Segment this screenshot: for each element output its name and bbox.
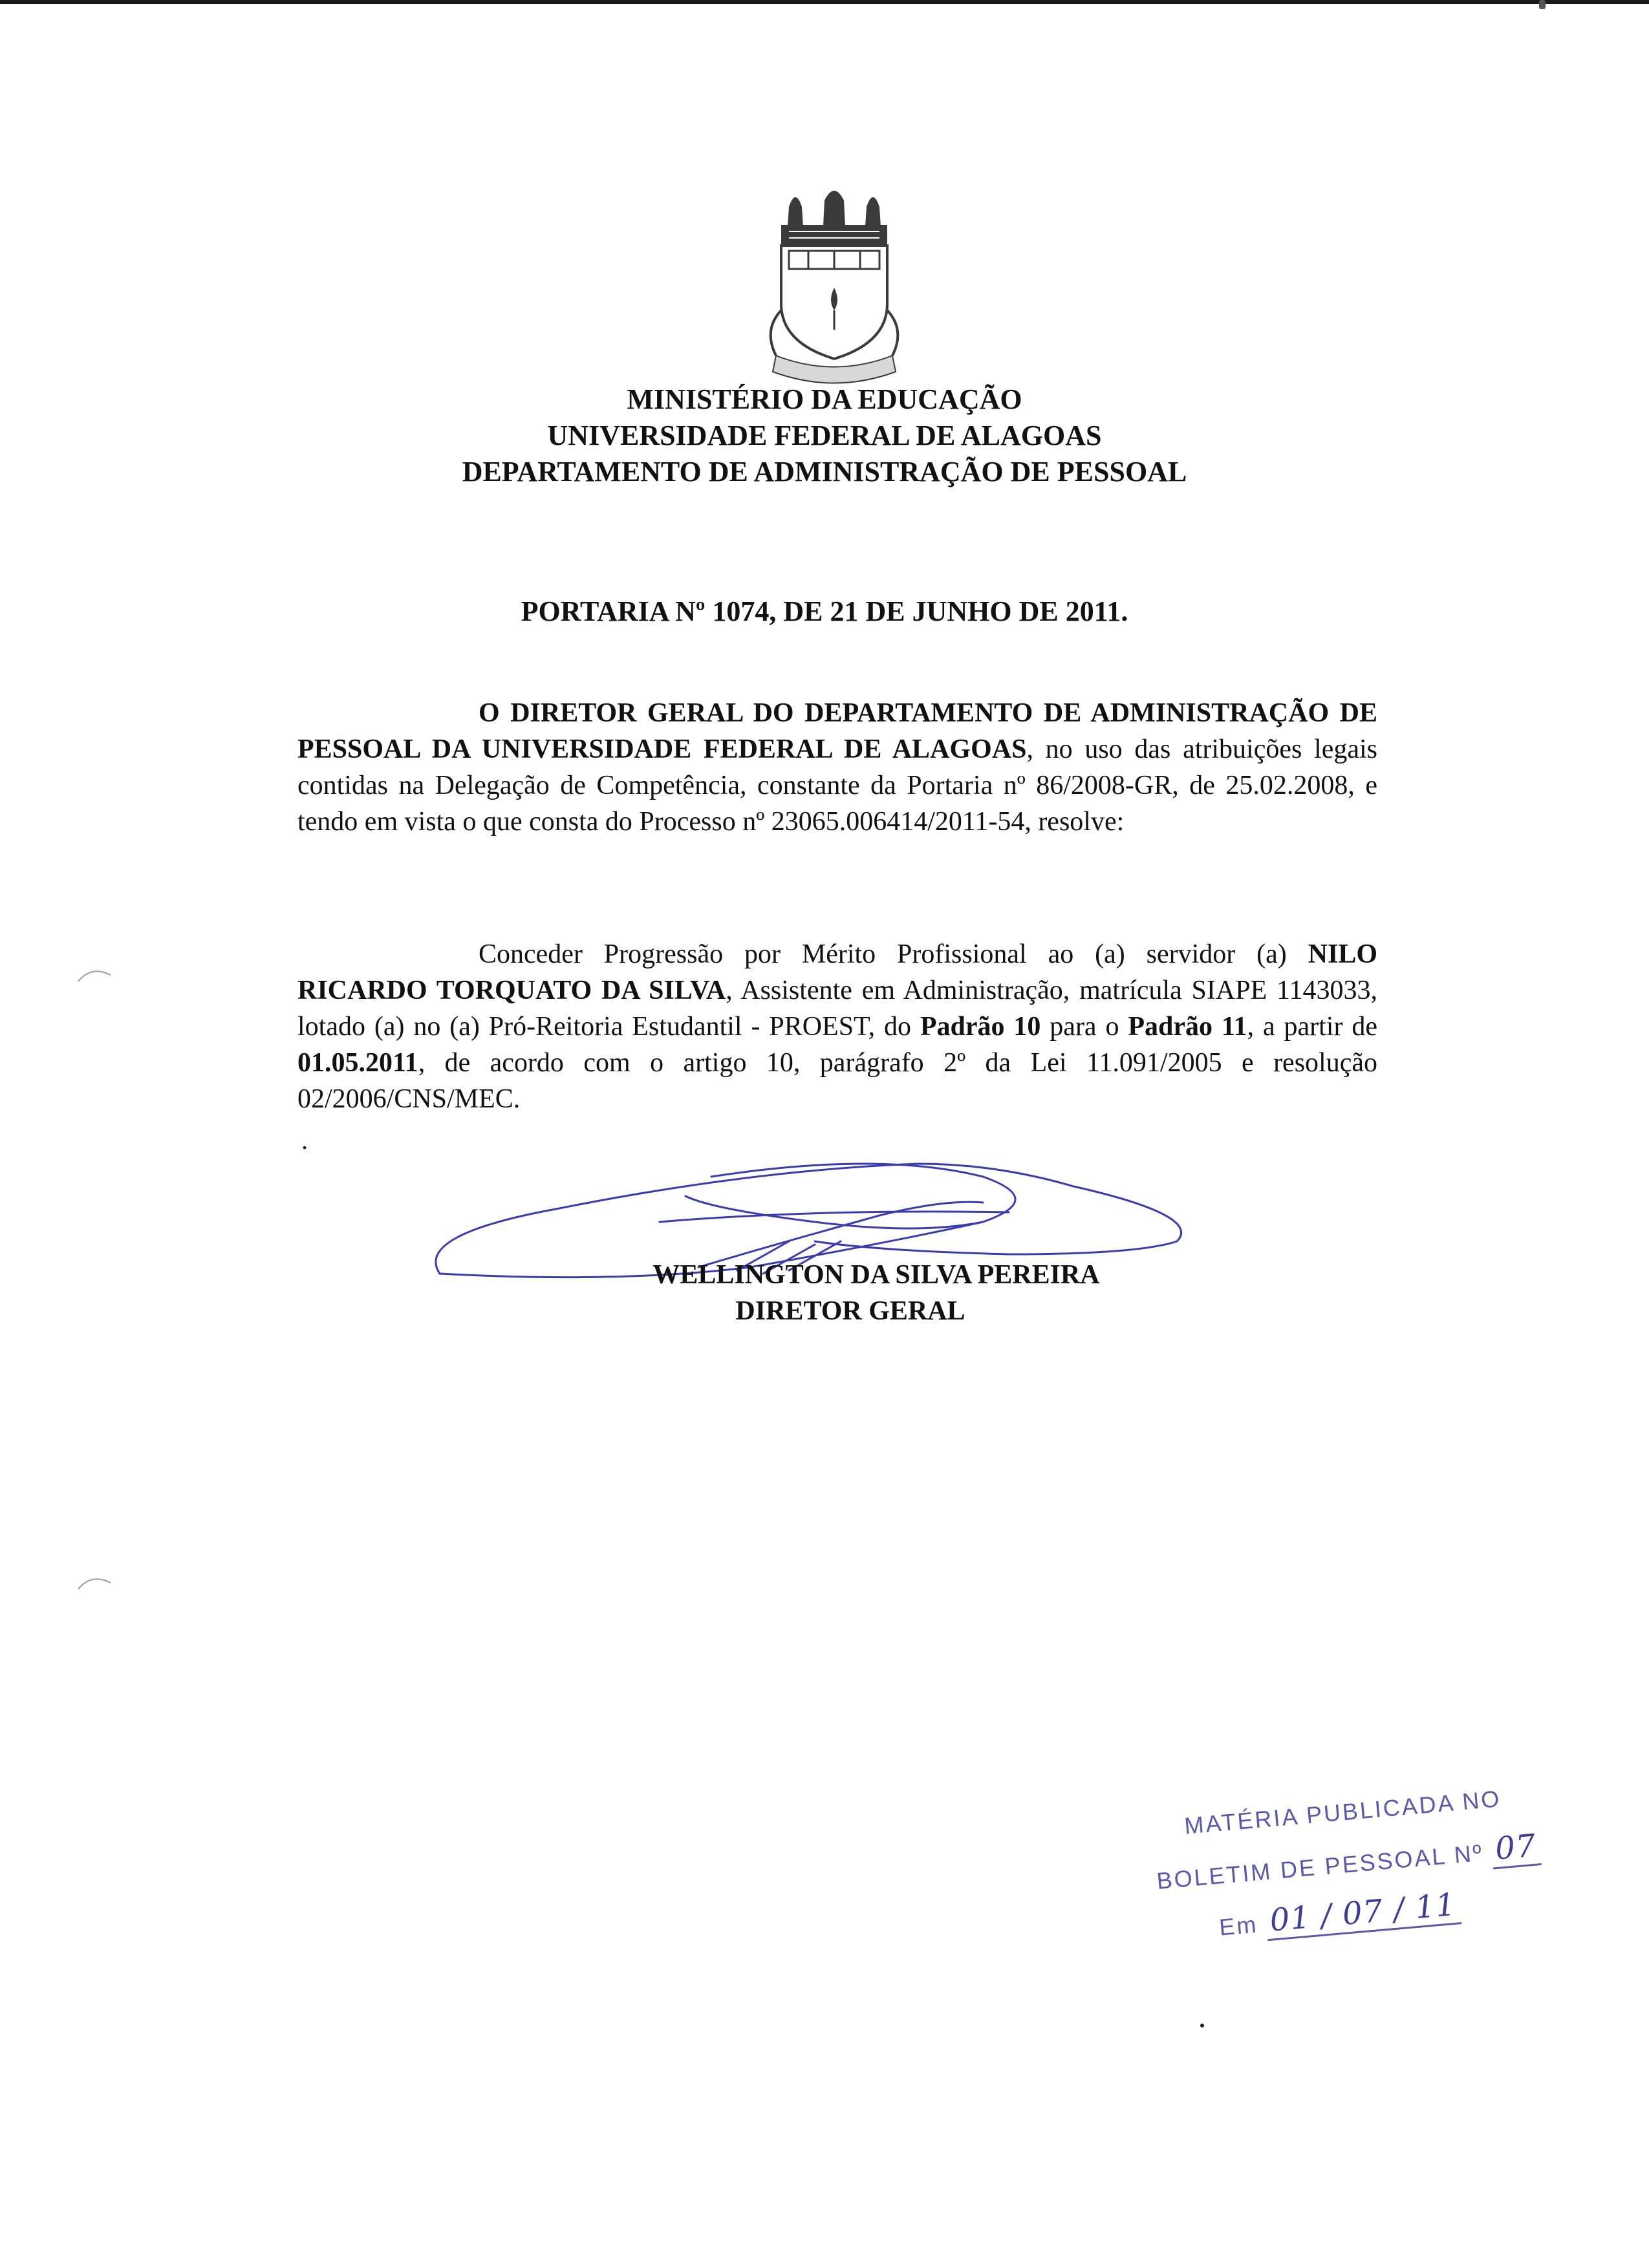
publication-stamp [1138,1782,1555,2010]
preamble-authority: O DIRETOR GERAL DO DEPARTAMENTO DE ADMINISTRAÇÃO DE PESSOAL DA UNIVERSIDADE FEDERAL DE ALAGOAS [297,698,1377,764]
effective-date: 01.05.2011 [297,1048,418,1078]
scan-speck [1200,2024,1204,2027]
decision-paragraph [297,936,1377,1117]
from-level: Padrão 10 [920,1012,1041,1042]
preamble-text: , no uso das atribuições legais contidas na Delegação de Competência, constante da Portaria nº 86/2008-GR, de 25.02.2008, e tendo em vista o que consta do Processo nº 23065.006414/2011-54, resolve: [297,734,1378,837]
preamble-paragraph [297,695,1377,840]
stamp-bulletin-number: 07 [1490,1827,1542,1869]
decision-text-1: Conceder Progressão por Mérito Profissional ao (a) servidor (a) [479,939,1308,969]
employee-name: NILO RICARDO TORQUATO DA SILVA [297,939,1377,1005]
university-crest-icon [763,181,905,388]
stamp-line-2 [1155,1827,1542,1899]
stamp-date-value: 01 / 07 / 11 [1264,1886,1461,1941]
stamp-bulletin-label: BOLETIM DE PESSOAL Nº [1155,1839,1485,1894]
scan-top-edge [0,0,1649,4]
punch-hole-mark-icon [75,1570,114,1596]
stray-mark: . [301,1126,308,1155]
portaria-title: PORTARIA Nº 1074, DE 21 DE JUNHO DE 2011. [521,595,1128,627]
ministry-heading: MINISTÉRIO DA EDUCAÇÃO [627,383,1022,415]
decision-text-5: , de acordo com o artigo 10, parágrafo 2º da Lei 11.091/2005 e resolução 02/2006/CNS/MEC. [297,1048,1377,1114]
signer-role: DIRETOR GERAL [735,1296,965,1326]
university-heading: UNIVERSIDADE FEDERAL DE ALAGOAS [547,420,1102,451]
stamp-line-3 [1218,1886,1461,1945]
scan-speck [1539,0,1546,9]
to-level: Padrão 11 [1128,1012,1247,1042]
signer-name: WELLINGTON DA SILVA PEREIRA [652,1260,1100,1290]
decision-text-3: para o [1040,1012,1128,1042]
stamp-date-label: Em [1218,1910,1259,1941]
punch-hole-mark-icon [75,962,114,988]
decision-text-4: , a partir de [1247,1012,1377,1042]
stamp-line-1: MATÉRIA PUBLICADA NO [1183,1785,1502,1839]
decision-text-2: , Assistente em Administração, matrícula SIAPE 1143033, lotado (a) no (a) Pró-Reitoria Estudantil - PROEST, do [297,976,1377,1042]
department-heading: DEPARTAMENTO DE ADMINISTRAÇÃO DE PESSOAL [462,456,1187,487]
